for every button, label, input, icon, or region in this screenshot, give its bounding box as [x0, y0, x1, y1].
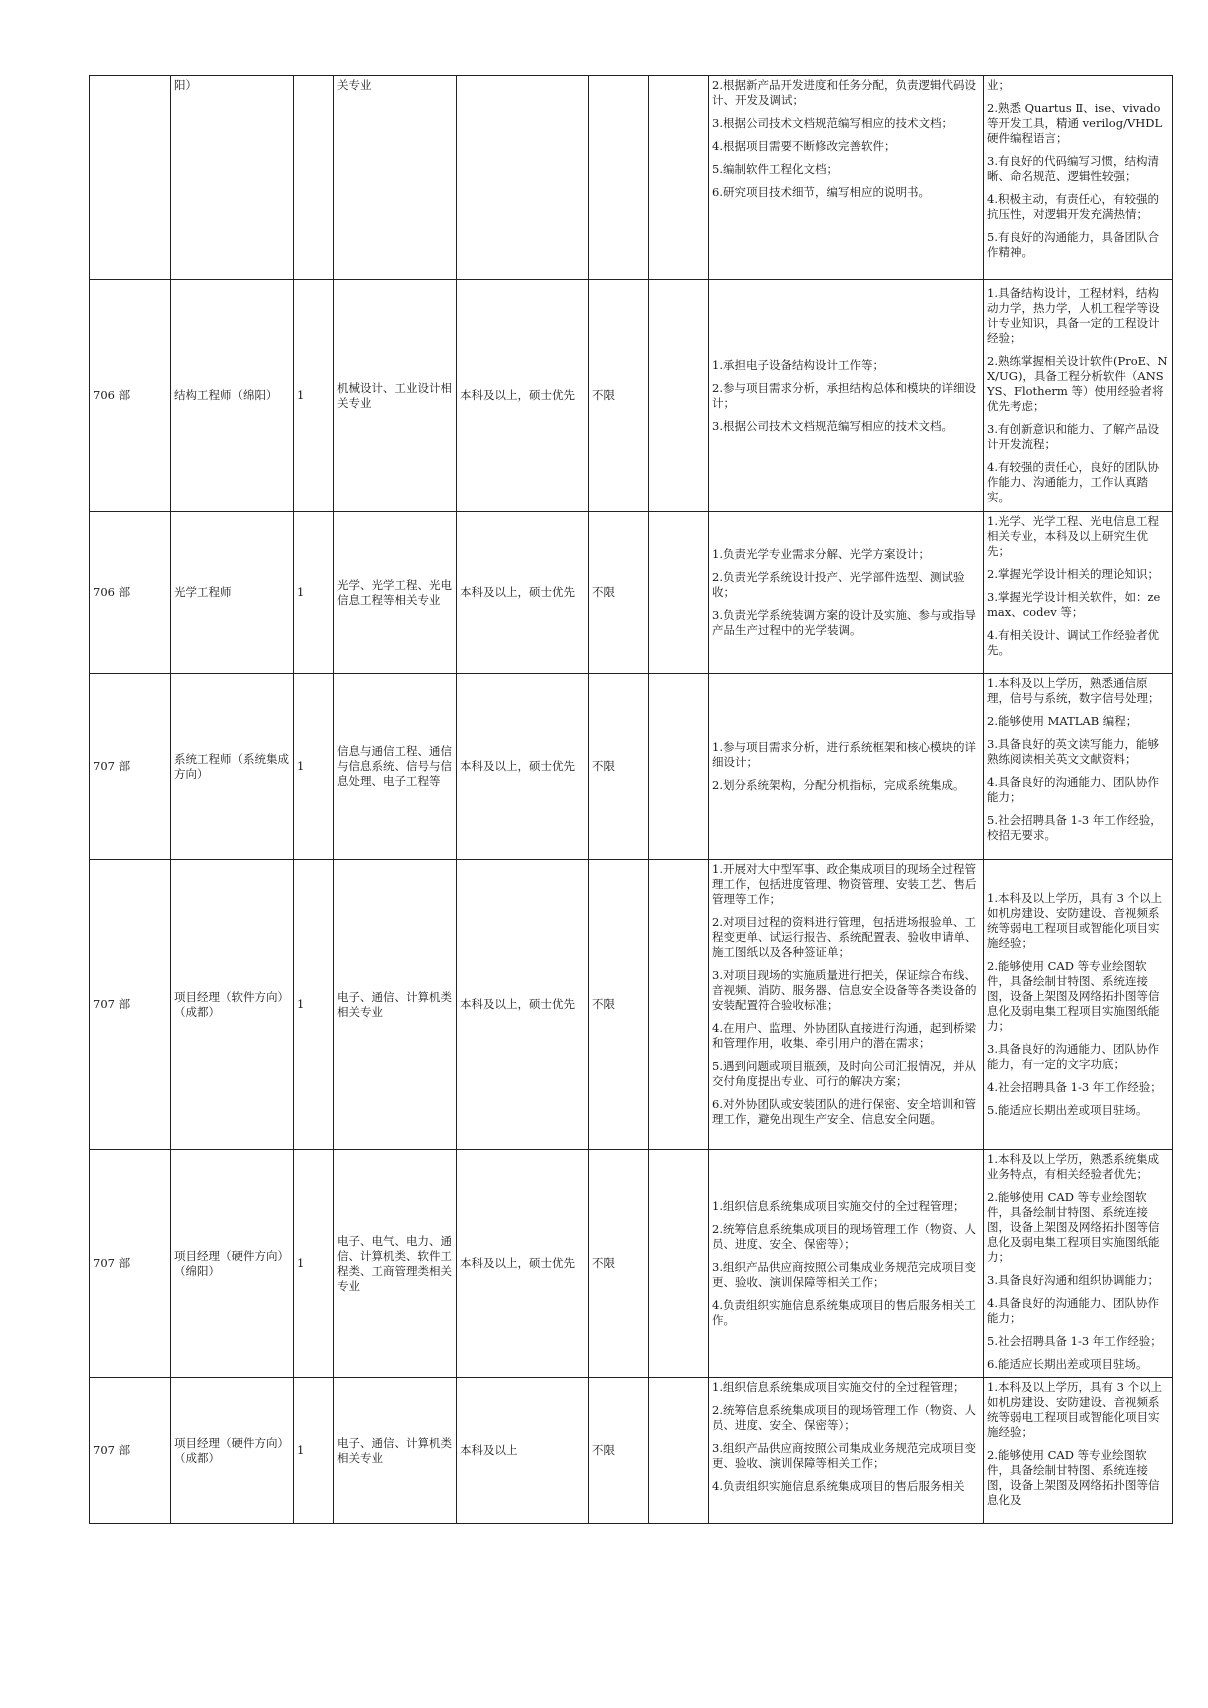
duty-item: 4.负责组织实施信息系统集成项目的售后服务相关	[712, 1479, 965, 1493]
duty-item: 2.负责光学系统设计投产、光学部件选型、测试验收；	[712, 570, 965, 599]
major-cell: 信息与通信工程、通信与信息系统、信号与信息处理、电子工程等	[334, 674, 457, 860]
headcount-cell: 1	[294, 860, 334, 1150]
requirement-item: 2.能够使用 CAD 等专业绘图软件，具备绘制甘特图、系统连接图，设备上架图及网络拓扑图等信息化及弱电集工程项目实施图纸能力；	[987, 1190, 1160, 1264]
major-cell: 电子、通信、计算机类相关专业	[334, 1378, 457, 1524]
age-cell: 不限	[589, 280, 649, 512]
duties-cell	[709, 512, 984, 674]
requirement-item: 2.熟悉 Quartus Ⅱ、ise、vivado 等开发工具，精通 verilog/VHDL 硬件编程语言；	[987, 101, 1163, 145]
requirements-cell	[984, 674, 1173, 860]
major-cell: 机械设计、工业设计相关专业	[334, 280, 457, 512]
empty-cell	[649, 1150, 709, 1378]
requirement-item: 5.社会招聘具备 1-3 年工作经验，校招无要求。	[987, 813, 1162, 842]
requirement-item: 4.具备良好的沟通能力、团队协作能力；	[987, 1296, 1159, 1325]
requirements-cell	[984, 1378, 1173, 1524]
empty-cell	[649, 1378, 709, 1524]
duty-item: 3.组织产品供应商按照公司集成业务规范完成项目变更、验收、演训保障等相关工作；	[712, 1260, 976, 1289]
requirement-item: 2.能够使用 MATLAB 编程；	[987, 714, 1138, 728]
major-cell: 关专业	[334, 76, 457, 280]
requirement-item: 2.掌握光学设计相关的理论知识；	[987, 567, 1159, 581]
table-row	[90, 76, 1173, 280]
age-cell: 不限	[589, 1378, 649, 1524]
duty-item: 3.对项目现场的实施质量进行把关，保证综合布线、音视频、消防、服务器、信息安全设备等各类设备的安装配置符合验收标准；	[712, 968, 977, 1012]
department-cell: 706 部	[90, 512, 171, 674]
requirement-item: 4.有相关设计、调试工作经验者优先。	[987, 628, 1159, 657]
requirement-item: 5.有良好的沟通能力，具备团队合作精神。	[987, 230, 1159, 259]
headcount-cell	[294, 76, 334, 280]
requirement-item: 3.有创新意识和能力、了解产品设计开发流程；	[987, 422, 1159, 451]
duties-cell	[709, 860, 984, 1150]
duty-item: 6.对外协团队或安装团队的进行保密、安全培训和管理工作，避免出现生产安全、信息安全问题。	[712, 1097, 976, 1126]
duties-cell	[709, 674, 984, 860]
requirements-cell	[984, 1150, 1173, 1378]
empty-cell	[649, 280, 709, 512]
duty-item: 1.承担电子设备结构设计工作等；	[712, 357, 884, 372]
requirement-item: 3.具备良好沟通和组织协调能力；	[987, 1273, 1159, 1287]
table-row	[90, 1150, 1173, 1378]
duty-item: 2.对项目过程的资料进行管理，包括进场报验单、工程变更单、试运行报告、系统配置表、验收申请单、施工图纸以及各种签证单；	[712, 915, 977, 959]
department-cell: 706 部	[90, 280, 171, 512]
education-cell: 本科及以上，硕士优先	[457, 512, 589, 674]
requirements-cell	[984, 512, 1173, 674]
requirement-item: 3.具备良好的沟通能力、团队协作能力，有一定的文字功底；	[987, 1042, 1159, 1071]
age-cell	[589, 76, 649, 280]
department-cell: 707 部	[90, 860, 171, 1150]
education-cell: 本科及以上，硕士优先	[457, 860, 589, 1150]
requirement-item: 1.本科及以上学历，熟悉系统集成业务特点，有相关经验者优先；	[987, 1152, 1159, 1181]
duty-item: 6.研究项目技术细节，编写相应的说明书。	[712, 185, 930, 199]
requirement-item: 1.本科及以上学历，熟悉通信原理，信号与系统，数字信号处理；	[987, 676, 1160, 705]
position-cell: 阳）	[171, 76, 294, 280]
table-body	[90, 76, 1173, 1524]
position-cell: 结构工程师（绵阳）	[171, 280, 294, 512]
position-cell: 项目经理（硬件方向）（绵阳）	[171, 1150, 294, 1378]
table-row	[90, 280, 1173, 512]
empty-cell	[649, 76, 709, 280]
duty-item: 1.组织信息系统集成项目实施交付的全过程管理；	[712, 1380, 965, 1394]
major-cell: 光学、光学工程、光电信息工程等相关专业	[334, 512, 457, 674]
position-cell: 项目经理（硬件方向）（成都）	[171, 1378, 294, 1524]
department-cell: 707 部	[90, 674, 171, 860]
requirement-item: 1.光学、光学工程、光电信息工程相关专业，本科及以上研究生优先；	[987, 514, 1159, 558]
position-cell: 系统工程师（系统集成方向）	[171, 674, 294, 860]
education-cell: 本科及以上	[457, 1378, 589, 1524]
age-cell: 不限	[589, 674, 649, 860]
requirements-cell	[984, 280, 1173, 512]
duty-item: 5.遇到问题或项目瓶颈，及时向公司汇报情况，并从交付角度提出专业、可行的解决方案；	[712, 1059, 976, 1088]
requirement-item: 1.具备结构设计，工程材料，结构动力学，热力学，人机工程学等设计专业知识，具备一定的工程设计经验；	[987, 286, 1160, 345]
duty-item: 3.组织产品供应商按照公司集成业务规范完成项目变更、验收、演训保障等相关工作；	[712, 1441, 976, 1470]
headcount-cell: 1	[294, 280, 334, 512]
requirement-item: 2.能够使用 CAD 等专业绘图软件，具备绘制甘特图、系统连接图，设备上架图及网络拓扑图等信息化及	[987, 1448, 1160, 1507]
table-row	[90, 1378, 1173, 1524]
age-cell: 不限	[589, 1150, 649, 1378]
empty-cell	[649, 512, 709, 674]
duty-item: 3.根据公司技术文档规范编写相应的技术文档。	[712, 418, 953, 433]
duty-item: 3.负责光学系统装调方案的设计及实施、参与或指导产品生产过程中的光学装调。	[712, 608, 976, 637]
requirement-item: 4.有较强的责任心，良好的团队协作能力、沟通能力，工作认真踏实。	[987, 460, 1159, 504]
duty-item: 2.根据新产品开发进度和任务分配，负责逻辑代码设计、开发及调试；	[712, 78, 976, 107]
table-row	[90, 860, 1173, 1150]
duties-cell	[709, 280, 984, 512]
headcount-cell: 1	[294, 1150, 334, 1378]
requirement-item: 3.具备良好的英文读写能力，能够熟练阅读相关英文文献资料；	[987, 737, 1159, 766]
duty-item: 4.负责组织实施信息系统集成项目的售后服务相关工作。	[712, 1298, 976, 1327]
education-cell: 本科及以上，硕士优先	[457, 674, 589, 860]
duties-cell	[709, 76, 984, 280]
requirement-item: 5.社会招聘具备 1-3 年工作经验；	[987, 1334, 1162, 1348]
duty-item: 2.统筹信息系统集成项目的现场管理工作（物资、人员、进度、安全、保密等）；	[712, 1222, 976, 1251]
requirement-item: 6.能适应长期出差或项目驻场。	[987, 1357, 1148, 1371]
requirement-item: 业；	[987, 78, 1010, 92]
duty-item: 1.负责光学专业需求分解、光学方案设计；	[712, 547, 930, 561]
major-cell: 电子、通信、计算机类相关专业	[334, 860, 457, 1150]
department-cell	[90, 76, 171, 280]
duty-item: 2.统筹信息系统集成项目的现场管理工作（物资、人员、进度、安全、保密等）；	[712, 1403, 976, 1432]
table-row	[90, 512, 1173, 674]
age-cell: 不限	[589, 512, 649, 674]
duty-item: 1.组织信息系统集成项目实施交付的全过程管理；	[712, 1199, 965, 1213]
department-cell: 707 部	[90, 1150, 171, 1378]
requirement-item: 5.能适应长期出差或项目驻场。	[987, 1103, 1148, 1117]
empty-cell	[649, 860, 709, 1150]
duty-item: 5.编制软件工程化文档；	[712, 162, 838, 176]
recruitment-table	[89, 75, 1173, 1524]
requirements-cell	[984, 76, 1173, 280]
department-cell: 707 部	[90, 1378, 171, 1524]
education-cell	[457, 76, 589, 280]
requirement-item: 1.本科及以上学历，具有 3 个以上如机房建设、安防建设、音视频系统等弱电工程项目或智能化项目实施经验；	[987, 891, 1163, 950]
requirement-item: 3.掌握光学设计相关软件，如：zemax、codev 等；	[987, 590, 1161, 619]
headcount-cell: 1	[294, 674, 334, 860]
duty-item: 3.根据公司技术文档规范编写相应的技术文档；	[712, 116, 953, 130]
duty-item: 2.划分系统架构，分配分机指标，完成系统集成。	[712, 778, 965, 792]
education-cell: 本科及以上，硕士优先	[457, 1150, 589, 1378]
duties-cell	[709, 1150, 984, 1378]
headcount-cell: 1	[294, 1378, 334, 1524]
headcount-cell: 1	[294, 512, 334, 674]
duty-item: 2.参与项目需求分析，承担结构总体和模块的详细设计；	[712, 380, 976, 410]
duty-item: 1.开展对大中型军事、政企集成项目的现场全过程管理工作，包括进度管理、物资管理、安装工艺、售后管理等工作；	[712, 862, 977, 906]
position-cell: 项目经理（软件方向）（成都）	[171, 860, 294, 1150]
requirement-item: 4.具备良好的沟通能力、团队协作能力；	[987, 775, 1159, 804]
requirements-cell	[984, 860, 1173, 1150]
education-cell: 本科及以上，硕士优先	[457, 280, 589, 512]
position-cell: 光学工程师	[171, 512, 294, 674]
requirement-item: 1.本科及以上学历，具有 3 个以上如机房建设、安防建设、音视频系统等弱电工程项目或智能化项目实施经验；	[987, 1380, 1163, 1439]
requirement-item: 4.社会招聘具备 1-3 年工作经验；	[987, 1080, 1162, 1094]
duties-cell	[709, 1378, 984, 1524]
age-cell: 不限	[589, 860, 649, 1150]
table-row	[90, 674, 1173, 860]
duty-item: 4.根据项目需要不断修改完善软件；	[712, 139, 896, 153]
empty-cell	[649, 674, 709, 860]
duty-item: 1.参与项目需求分析，进行系统框架和核心模块的详细设计；	[712, 740, 976, 769]
requirement-item: 3.有良好的代码编写习惯，结构清晰、命名规范、逻辑性较强；	[987, 154, 1159, 183]
requirement-item: 2.熟练掌握相关设计软件(ProE、NX/UG)，具备工程分析软件（ANSYS、Flotherm 等）使用经验者将优先考虑；	[987, 354, 1168, 413]
duty-item: 4.在用户、监理、外协团队直接进行沟通，起到桥梁和管理作用，收集、牵引用户的潜在需求；	[712, 1021, 976, 1050]
major-cell: 电子、电气、电力、通信、计算机类、软件工程类、工商管理类相关专业	[334, 1150, 457, 1378]
requirement-item: 4.积极主动，有责任心，有较强的抗压性，对逻辑开发充满热情；	[987, 192, 1159, 221]
requirement-item: 2.能够使用 CAD 等专业绘图软件，具备绘制甘特图、系统连接图，设备上架图及网络拓扑图等信息化及弱电集工程项目实施图纸能力；	[987, 959, 1160, 1033]
